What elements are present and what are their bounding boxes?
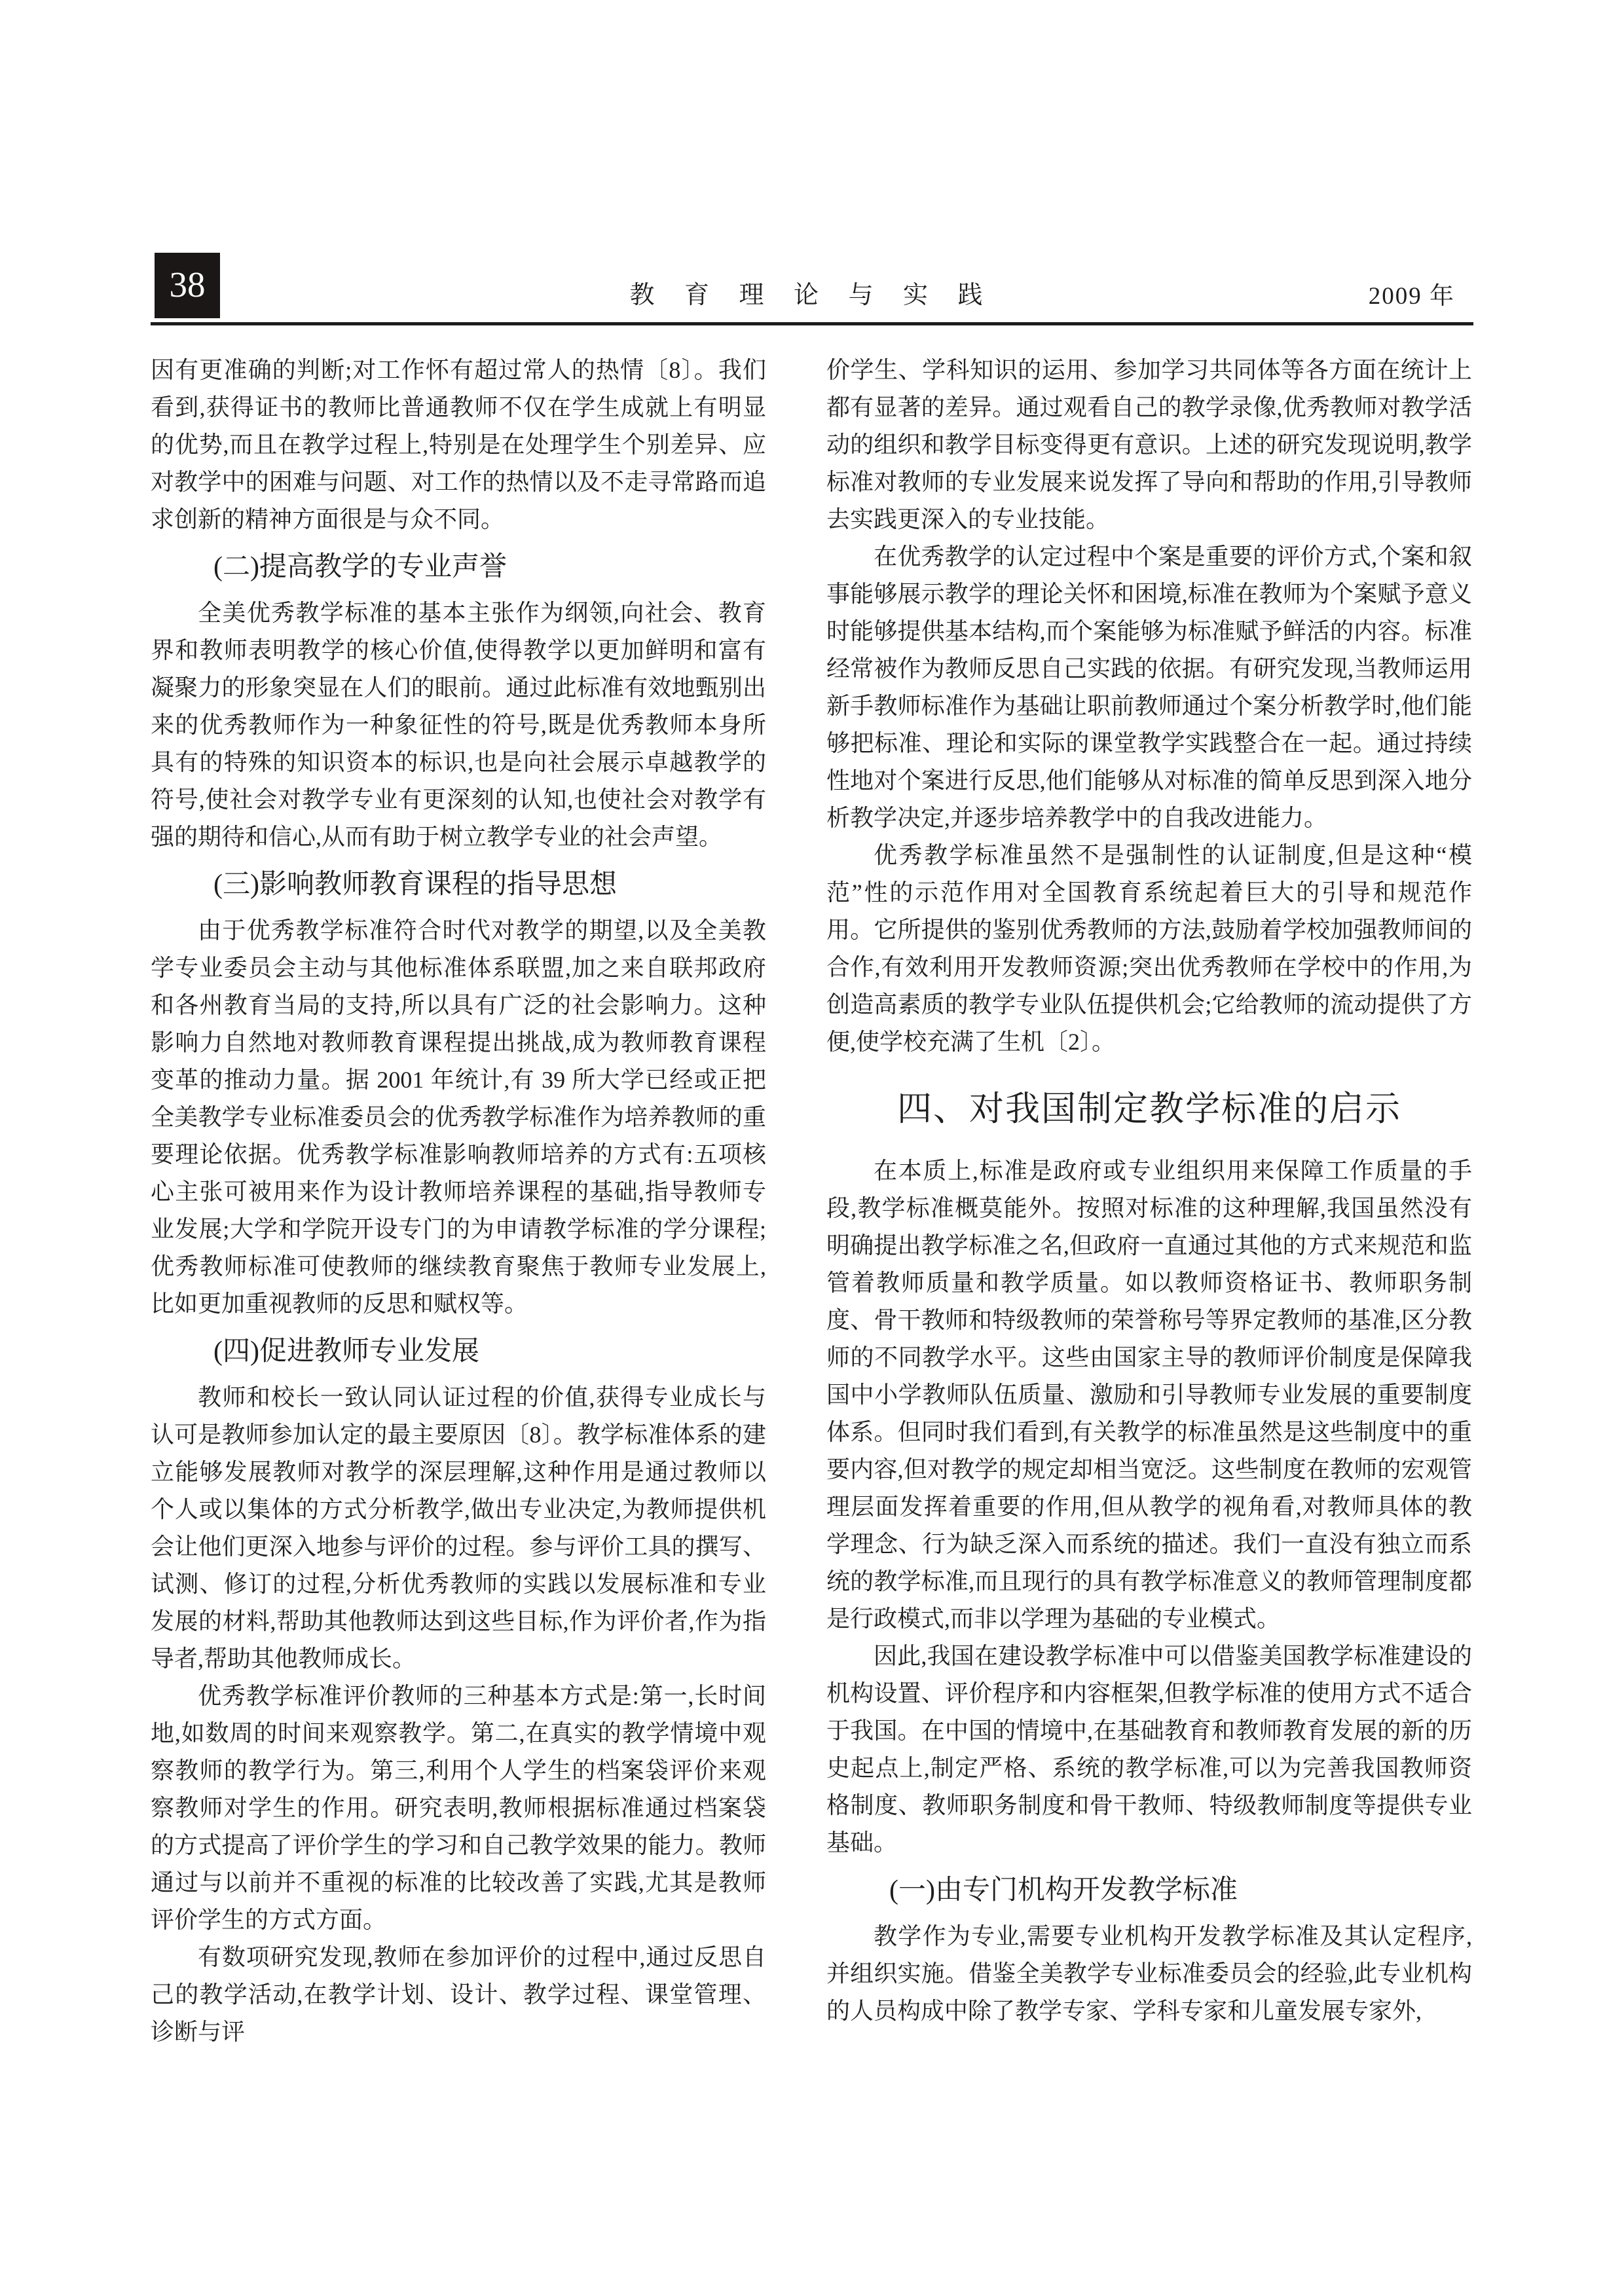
subsection-heading: (二)提高教学的专业声誉	[213, 552, 507, 582]
paragraph: 优秀教学标准评价教师的三种基本方式是:第一,长时间地,如数周的时间来观察教学。第二,在真实的教学情境中观察教师的教学行为。第三,利用个人学生的档案袋评价来观察教师对学生的作用。研究表明,教师根据标准通过档案袋的方式提高了评价学生的学习和自己教学效果的能力。教师通过与以前并不重视的标准的比较改善了实践,尤其是教师评价学生的方式方面。	[151, 1683, 766, 1933]
page-header	[151, 251, 1473, 321]
paragraph: 优秀教学标准虽然不是强制性的认证制度,但是这种“模范”性的示范作用对全国教育系统起着巨大的引导和规范作用。它所提供的鉴别优秀教师的方法,鼓励着学校加强教师间的合作,有效利用开发教师资源;突出优秀教师在学校中的作用,为创造高素质的教学专业队伍提供机会;它给教师的流动提供了方便,使学校充满了生机〔2〕。	[826, 842, 1472, 1055]
paragraph: 因有更准确的判断;对工作怀有超过常人的热情〔8〕。我们看到,获得证书的教师比普通教师不仅在学生成就上有明显的优势,而且在教学过程上,特别是在处理学生个别差异、应对教学中的困难与问题、对工作的热情以及不走寻常路而追求创新的精神方面很是与众不同。	[151, 357, 766, 532]
subsection-heading: (一)由专门机构开发教学标准	[889, 1875, 1238, 1905]
right-column	[826, 352, 1472, 2030]
paragraph: 教学作为专业,需要专业机构开发教学标准及其认定程序,并组织实施。借鉴全美教学专业标准委员会的经验,此专业机构的人员构成中除了教学专家、学科专家和儿童发展专家外,	[826, 1923, 1472, 2024]
paragraph: 价学生、学科知识的运用、参加学习共同体等各方面在统计上都有显著的差异。通过观看自己的教学录像,优秀教师对教学活动的组织和教学目标变得更有意识。上述的研究发现说明,教学标准对教师的专业发展来说发挥了导向和帮助的作用,引导教师去实践更深入的专业技能。	[826, 357, 1472, 532]
subsection-heading: (三)影响教师教育课程的指导思想	[213, 870, 617, 900]
left-column	[151, 352, 766, 2051]
paragraph: 在优秀教学的认定过程中个案是重要的评价方式,个案和叙事能够展示教学的理论关怀和困境,标准在教师为个案赋予意义时能够提供基本结构,而个案能够为标准赋予鲜活的内容。标准经常被作为教师反思自己实践的依据。有研究发现,当教师运用新手教师标准作为基础让职前教师通过个案分析教学时,他们能够把标准、理论和实际的课堂教学实践整合在一起。通过持续性地对个案进行反思,他们能够从对标准的简单反思到深入地分析教学决定,并逐步培养教学中的自我改进能力。	[826, 543, 1472, 831]
paragraph: 有数项研究发现,教师在参加评价的过程中,通过反思自己的教学活动,在教学计划、设计、教学过程、课堂管理、诊断与评	[151, 1944, 766, 2045]
paragraph: 全美优秀教学标准的基本主张作为纲领,向社会、教育界和教师表明教学的核心价值,使得教学以更加鲜明和富有凝聚力的形象突显在人们的眼前。通过此标准有效地甄别出来的优秀教师作为一种象征性的符号,既是优秀教师本身所具有的特殊的知识资本的标识,也是向社会展示卓越教学的符号,使社会对教学专业有更深刻的认知,也使社会对教学有强的期待和信心,从而有助于树立教学专业的社会声望。	[151, 600, 766, 850]
header-rule	[151, 322, 1473, 325]
page-number: 38	[169, 264, 206, 304]
journal-title: 教 育 理 论 与 实 践	[629, 282, 995, 309]
paragraph: 在本质上,标准是政府或专业组织用来保障工作质量的手段,教学标准概莫能外。按照对标准的这种理解,我国虽然没有明确提出教学标准之名,但政府一直通过其他的方式来规范和监管着教师质量和教学质量。如以教师资格证书、教师职务制度、骨干教师和特级教师的荣誉称号等界定教师的基准,区分教师的不同教学水平。这些由国家主导的教师评价制度是保障我国中小学教师队伍质量、激励和引导教师专业发展的重要制度体系。但同时我们看到,有关教学的标准虽然是这些制度中的重要内容,但对教学的规定却相当宽泛。这些制度在教师的宏观管理层面发挥着重要的作用,但从教学的视角看,对教师具体的教学理念、行为缺乏深入而系统的描述。我们一直没有独立而系统的教学标准,而且现行的具有教学标准意义的教师管理制度都是行政模式,而非以学理为基础的专业模式。	[826, 1158, 1472, 1632]
paragraph: 教师和校长一致认同认证过程的价值,获得专业成长与认可是教师参加认定的最主要原因〔8〕。教学标准体系的建立能够发展教师对教学的深层理解,这种作用是通过教师以个人或以集体的方式分析教学,做出专业决定,为教师提供机会让他们更深入地参与评价的过程。参与评价工具的撰写、试测、修订的过程,分析优秀教师的实践以发展标准和专业发展的材料,帮助其他教师达到这些目标,作为评价者,作为指导者,帮助其他教师成长。	[151, 1384, 766, 1672]
section-heading: 四、对我国制定教学标准的启示	[897, 1090, 1401, 1128]
journal-year: 2009 年	[1368, 283, 1455, 310]
paragraph: 由于优秀教学标准符合时代对教学的期望,以及全美教学专业委员会主动与其他标准体系联盟,加之来自联邦政府和各州教育当局的支持,所以具有广泛的社会影响力。这种影响力自然地对教师教育课程提出挑战,成为教师教育课程变革的推动力量。据 2001 年统计,有 39 所大学已经或正把全美教学专业标准委员会的优秀教学标准作为培养教师的重要理论依据。优秀教学标准影响教师培养的方式有:五项核心主张可被用来作为设计教师培养课程的基础,指导教师专业发展;大学和学院开设专门的为申请教学标准的学分课程;优秀教师标准可使教师的继续教育聚焦于教师专业发展上,比如更加重视教师的反思和赋权等。	[151, 917, 766, 1317]
paragraph: 因此,我国在建设教学标准中可以借鉴美国教学标准建设的机构设置、评价程序和内容框架,但教学标准的使用方式不适合于我国。在中国的情境中,在基础教育和教师教育发展的新的历史起点上,制定严格、系统的教学标准,可以为完善我国教师资格制度、教师职务制度和骨干教师、特级教师制度等提供专业基础。	[826, 1643, 1472, 1856]
subsection-heading: (四)促进教师专业发展	[213, 1336, 479, 1367]
